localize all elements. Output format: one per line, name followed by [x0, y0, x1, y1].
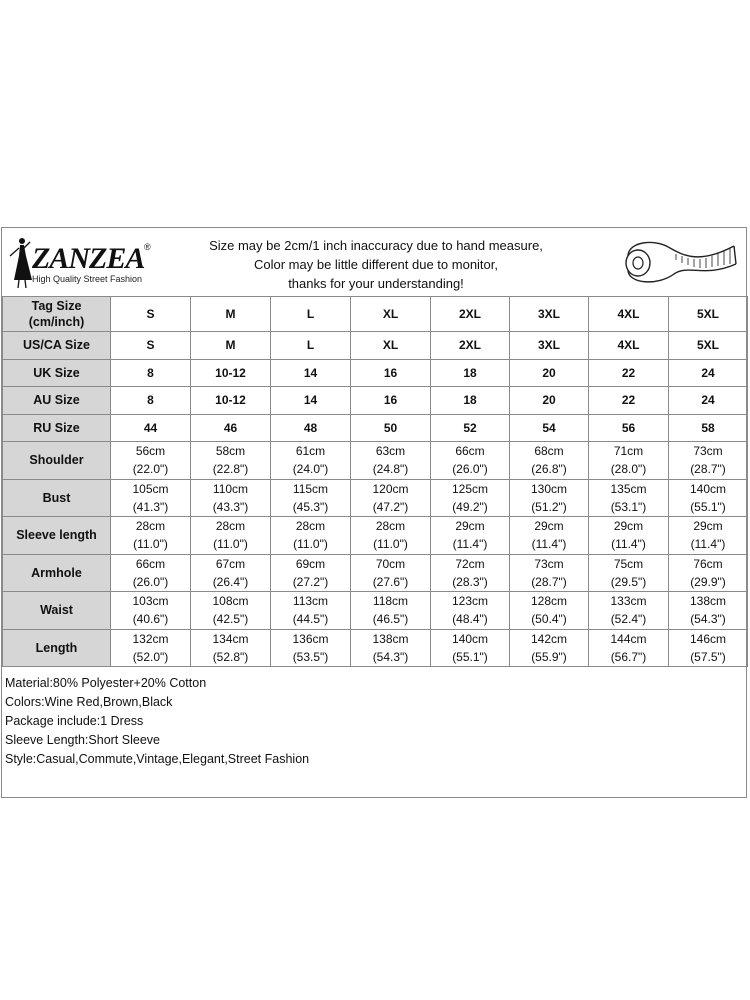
- detail-line: Style:Casual,Commute,Vintage,Elegant,Street Fashion: [5, 752, 310, 766]
- size-cell: 44: [111, 414, 191, 442]
- row-header-line: Tag Size: [31, 299, 82, 313]
- cm-value: 75cm: [613, 556, 644, 571]
- measurement-cell: [271, 629, 351, 667]
- inch-value: (52.4"): [610, 612, 647, 627]
- measurement-cell: [191, 479, 271, 517]
- cm-value: 132cm: [132, 631, 169, 646]
- cm-value: 56cm: [135, 444, 166, 459]
- measurement-cell: [271, 442, 351, 480]
- notice-line: thanks for your understanding!: [288, 276, 464, 291]
- size-cell: S: [111, 332, 191, 360]
- size-cell: 18: [431, 359, 510, 387]
- size-cell: 20: [510, 359, 589, 387]
- inch-value: (26.0"): [132, 574, 169, 589]
- inch-value: (29.5"): [610, 574, 647, 589]
- row-header: RU Size: [3, 414, 111, 442]
- size-cell: 52: [431, 414, 510, 442]
- cm-value: 28cm: [295, 519, 326, 534]
- inch-value: (57.5"): [690, 649, 726, 664]
- inch-value: (11.0"): [293, 537, 328, 552]
- cm-value: 103cm: [132, 594, 169, 609]
- cm-value: 70cm: [375, 556, 406, 571]
- inch-value: (52.8"): [212, 649, 249, 664]
- size-cell: 16: [351, 359, 431, 387]
- measurement-cell: [510, 629, 589, 667]
- size-cell: 22: [589, 359, 669, 387]
- inch-value: (24.8"): [372, 462, 409, 477]
- measurement-cell: [191, 592, 271, 630]
- measurement-cell: [111, 592, 191, 630]
- inch-value: (45.3"): [292, 499, 329, 514]
- size-cell: 46: [191, 414, 271, 442]
- size-chart: [1, 227, 747, 798]
- measurement-cell: [589, 442, 669, 480]
- cm-value: 68cm: [534, 444, 564, 459]
- cm-value: 28cm: [135, 519, 166, 534]
- size-row: [3, 387, 748, 415]
- cm-value: 69cm: [295, 556, 326, 571]
- inch-value: (41.3"): [132, 499, 169, 514]
- measurement-cell: [669, 629, 748, 667]
- size-cell: 14: [271, 359, 351, 387]
- measurement-cell: [589, 629, 669, 667]
- detail-line: Sleeve Length:Short Sleeve: [5, 733, 160, 747]
- measurement-cell: [510, 592, 589, 630]
- measurement-cell: [589, 479, 669, 517]
- measurement-cell: [431, 629, 510, 667]
- measurement-cell: [351, 629, 431, 667]
- inch-value: (46.5"): [372, 612, 409, 627]
- inch-value: (11.0"): [213, 537, 248, 552]
- size-cell: 22: [589, 387, 669, 415]
- inch-value: (11.0"): [373, 537, 408, 552]
- inch-value: (40.6"): [132, 612, 169, 627]
- row-header: Length: [3, 629, 111, 667]
- measurement-cell: [431, 442, 510, 480]
- cm-value: 76cm: [693, 556, 723, 571]
- inch-value: (26.0"): [452, 462, 488, 477]
- inch-value: (54.3"): [372, 649, 409, 664]
- measurement-row: [3, 479, 748, 517]
- cm-value: 29cm: [693, 519, 723, 534]
- measurement-cell: [191, 554, 271, 592]
- inch-value: (27.6"): [372, 574, 409, 589]
- row-header: Armhole: [3, 554, 111, 592]
- measurement-cell: [669, 442, 748, 480]
- measurement-cell: [510, 479, 589, 517]
- size-cell: 10-12: [191, 359, 271, 387]
- measurement-row: [3, 592, 748, 630]
- cm-value: 140cm: [689, 481, 727, 496]
- cm-value: 72cm: [455, 556, 485, 571]
- inch-value: (48.4"): [452, 612, 488, 627]
- registered-mark: ®: [144, 242, 151, 252]
- cm-value: 61cm: [295, 444, 326, 459]
- measurement-cell: [510, 554, 589, 592]
- measurement-cell: [669, 517, 748, 555]
- cm-value: 67cm: [215, 556, 246, 571]
- inch-value: (29.9"): [690, 574, 726, 589]
- inch-value: (52.0"): [132, 649, 169, 664]
- inch-value: (51.2"): [531, 499, 567, 514]
- cm-value: 29cm: [534, 519, 564, 534]
- inch-value: (47.2"): [372, 499, 409, 514]
- cm-value: 115cm: [292, 481, 329, 496]
- detail-line: Material:80% Polyester+20% Cotton: [5, 676, 207, 690]
- cm-value: 140cm: [451, 631, 489, 646]
- size-cell: 20: [510, 387, 589, 415]
- size-cell: 16: [351, 387, 431, 415]
- inch-value: (22.0"): [132, 462, 169, 477]
- size-cell: L: [271, 297, 351, 332]
- measurement-cell: [351, 479, 431, 517]
- inch-value: (53.5"): [292, 649, 329, 664]
- inch-value: (11.4"): [531, 537, 567, 552]
- row-header: AU Size: [3, 387, 111, 415]
- cm-value: 136cm: [292, 631, 329, 646]
- size-cell: 8: [111, 359, 191, 387]
- detail-line: Colors:Wine Red,Brown,Black: [5, 695, 173, 709]
- measurement-cell: [510, 517, 589, 555]
- size-row: [3, 414, 748, 442]
- size-cell: 5XL: [669, 297, 748, 332]
- measurement-cell: [589, 592, 669, 630]
- cm-value: 105cm: [132, 481, 169, 496]
- inch-value: (55.1"): [452, 649, 488, 664]
- size-cell: 56: [589, 414, 669, 442]
- size-row: [3, 359, 748, 387]
- measurement-cell: [351, 517, 431, 555]
- cm-value: 118cm: [372, 594, 409, 609]
- measurement-row: [3, 517, 748, 555]
- row-header: Bust: [3, 479, 111, 517]
- cm-value: 138cm: [689, 594, 727, 609]
- cm-value: 125cm: [451, 481, 489, 496]
- inch-value: (27.2"): [292, 574, 329, 589]
- size-cell: 2XL: [431, 332, 510, 360]
- size-cell: 50: [351, 414, 431, 442]
- inch-value: (11.4"): [452, 537, 488, 552]
- inch-value: (55.1"): [690, 499, 726, 514]
- size-row: [3, 332, 748, 360]
- inch-value: (54.3"): [690, 612, 726, 627]
- measurement-cell: [271, 479, 351, 517]
- measurement-row: [3, 554, 748, 592]
- brand-tagline: High Quality Street Fashion: [32, 274, 143, 284]
- inch-value: (24.0"): [292, 462, 329, 477]
- measurement-notice: [170, 236, 582, 293]
- inch-value: (28.7"): [690, 462, 726, 477]
- cm-value: 66cm: [135, 556, 166, 571]
- size-cell: 4XL: [589, 297, 669, 332]
- inch-value: (55.9"): [531, 649, 567, 664]
- cm-value: 135cm: [610, 481, 647, 496]
- cm-value: 144cm: [610, 631, 647, 646]
- inch-value: (43.3"): [212, 499, 249, 514]
- cm-value: 142cm: [530, 631, 568, 646]
- size-cell: 14: [271, 387, 351, 415]
- cm-value: 146cm: [689, 631, 727, 646]
- measuring-tape-icon: [614, 234, 740, 290]
- cm-value: 123cm: [451, 594, 489, 609]
- inch-value: (28.0"): [610, 462, 647, 477]
- inch-value: (11.0"): [133, 537, 168, 552]
- row-header: US/CA Size: [3, 332, 111, 360]
- measurement-cell: [271, 554, 351, 592]
- measurement-cell: [191, 629, 271, 667]
- inch-value: (28.7"): [531, 574, 567, 589]
- cm-value: 29cm: [455, 519, 485, 534]
- row-header: Sleeve length: [3, 517, 111, 555]
- measurement-cell: [271, 517, 351, 555]
- row-header: Waist: [3, 592, 111, 630]
- measurement-cell: [669, 592, 748, 630]
- inch-value: (11.4"): [690, 537, 726, 552]
- cm-value: 138cm: [372, 631, 409, 646]
- size-cell: 4XL: [589, 332, 669, 360]
- measurement-cell: [271, 592, 351, 630]
- inch-value: (11.4"): [611, 537, 646, 552]
- size-cell: 54: [510, 414, 589, 442]
- cm-value: 130cm: [530, 481, 568, 496]
- cm-value: 63cm: [375, 444, 406, 459]
- detail-line: Package include:1 Dress: [5, 714, 144, 728]
- cm-value: 73cm: [534, 556, 564, 571]
- measurement-cell: [431, 517, 510, 555]
- size-cell: L: [271, 332, 351, 360]
- measurement-cell: [431, 479, 510, 517]
- notice-line: Size may be 2cm/1 inch inaccuracy due to hand measure,: [209, 238, 543, 253]
- row-header: UK Size: [3, 359, 111, 387]
- cm-value: 71cm: [613, 444, 644, 459]
- inch-value: (53.1"): [610, 499, 647, 514]
- inch-value: (26.4"): [212, 574, 249, 589]
- size-cell: XL: [351, 332, 431, 360]
- measurement-cell: [351, 442, 431, 480]
- measurement-cell: [669, 554, 748, 592]
- size-cell: 5XL: [669, 332, 748, 360]
- measurement-cell: [191, 517, 271, 555]
- size-cell: M: [191, 332, 271, 360]
- measurement-cell: [589, 554, 669, 592]
- measurement-cell: [351, 554, 431, 592]
- size-cell: M: [191, 297, 271, 332]
- size-cell: 24: [669, 387, 748, 415]
- measurement-cell: [111, 517, 191, 555]
- inch-value: (50.4"): [531, 612, 567, 627]
- cm-value: 28cm: [375, 519, 406, 534]
- cm-value: 110cm: [212, 481, 249, 496]
- cm-value: 134cm: [212, 631, 249, 646]
- measurement-cell: [351, 592, 431, 630]
- measurement-cell: [431, 592, 510, 630]
- size-cell: 58: [669, 414, 748, 442]
- size-cell: 48: [271, 414, 351, 442]
- notice-line: Color may be little different due to monitor,: [254, 257, 498, 272]
- size-cell: S: [111, 297, 191, 332]
- measurement-row: [3, 629, 748, 667]
- measurement-cell: [669, 479, 748, 517]
- inch-value: (42.5"): [212, 612, 249, 627]
- brand-logo: [8, 236, 158, 292]
- measurement-cell: [589, 517, 669, 555]
- cm-value: 133cm: [610, 594, 647, 609]
- brand-name: ZANZEA: [32, 242, 145, 275]
- product-details: [5, 674, 309, 769]
- inch-value: (56.7"): [610, 649, 647, 664]
- size-cell: 24: [669, 359, 748, 387]
- size-cell: 3XL: [510, 332, 589, 360]
- measurement-cell: [111, 442, 191, 480]
- row-header: Shoulder: [3, 442, 111, 480]
- measurement-cell: [510, 442, 589, 480]
- measurement-cell: [191, 442, 271, 480]
- measurement-cell: [111, 554, 191, 592]
- measurement-cell: [111, 479, 191, 517]
- size-cell: 3XL: [510, 297, 589, 332]
- inch-value: (22.8"): [212, 462, 249, 477]
- chart-header: [2, 228, 746, 296]
- size-table: [2, 296, 748, 667]
- cm-value: 66cm: [455, 444, 485, 459]
- cm-value: 28cm: [215, 519, 246, 534]
- size-row: [3, 297, 748, 332]
- size-cell: 2XL: [431, 297, 510, 332]
- cm-value: 128cm: [530, 594, 568, 609]
- cm-value: 120cm: [372, 481, 409, 496]
- measurement-row: [3, 442, 748, 480]
- size-cell: 8: [111, 387, 191, 415]
- size-cell: 18: [431, 387, 510, 415]
- row-header-line: (cm/inch): [28, 315, 85, 329]
- inch-value: (49.2"): [452, 499, 488, 514]
- cm-value: 29cm: [613, 519, 644, 534]
- inch-value: (28.3"): [452, 574, 488, 589]
- cm-value: 73cm: [693, 444, 723, 459]
- size-cell: XL: [351, 297, 431, 332]
- cm-value: 58cm: [215, 444, 246, 459]
- size-cell: 10-12: [191, 387, 271, 415]
- fashion-model-figure-icon: [8, 236, 34, 288]
- inch-value: (44.5"): [292, 612, 329, 627]
- row-header: [3, 297, 111, 332]
- cm-value: 113cm: [292, 594, 329, 609]
- cm-value: 108cm: [212, 594, 249, 609]
- measurement-cell: [111, 629, 191, 667]
- measurement-cell: [431, 554, 510, 592]
- inch-value: (26.8"): [531, 462, 567, 477]
